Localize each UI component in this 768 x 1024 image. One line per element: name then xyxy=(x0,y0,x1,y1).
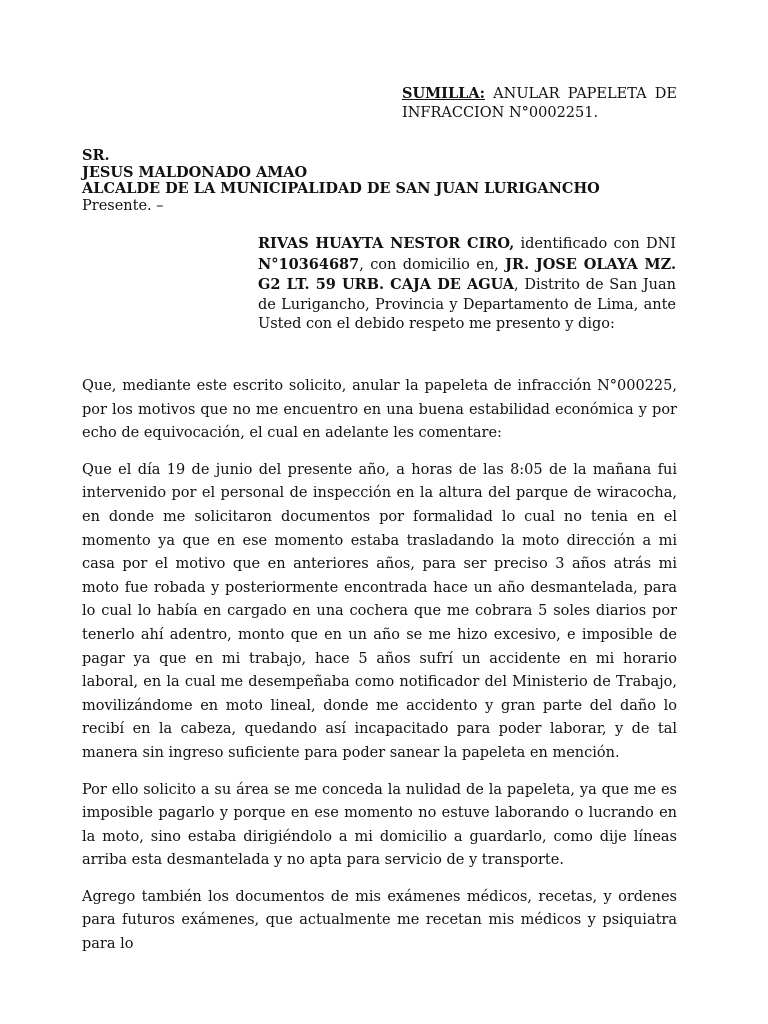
addressee-presente: Presente. – xyxy=(82,197,164,214)
body-paragraph-3: Por ello solicito a su área se me conceda la nulidad de la papeleta, ya que me es imposible pagarlo y porque en ese momento no estuve laborando o lucrando en la moto, sino estaba dirigiéndolo a mi domicilio a guardarlo, como dije líneas arriba esta desmantelada y no apta para servicio de y transporte. xyxy=(82,781,677,869)
intro-text-2: , con domicilio en, xyxy=(359,256,506,273)
addressee-block xyxy=(82,148,600,214)
body-paragraph-4: Agrego también los documentos de mis exámenes médicos, recetas, y ordenes para futuros exámenes, que actualmente me recetan mis médicos y psiquiatra para lo xyxy=(82,888,677,953)
sumilla-block xyxy=(402,84,677,123)
body-paragraph-1: Que, mediante este escrito solicito, anular la papeleta de infracción N°000225, por los motivos que no me encuentro en una buena estabilidad económica y por echo de equivocación, el cual en adelante les comentare: xyxy=(82,378,677,442)
addressee-title: ALCALDE DE LA MUNICIPALIDAD DE SAN JUAN LURIGANCHO xyxy=(82,180,600,197)
petitioner-intro xyxy=(258,234,676,335)
intro-text-3: , Distrito de San Juan de Lurigancho, Provincia y Departamento de Lima, ante Usted con el debido respeto me presento y digo: xyxy=(258,277,677,332)
addressee-salutation: SR. xyxy=(82,147,110,164)
addressee-name: JESUS MALDONADO AMAO xyxy=(82,163,308,181)
petitioner-address: JR. JOSE OLAYA MZ. G2 LT. 59 URB. CAJA DE AGUA xyxy=(258,255,676,293)
intro-text-1: identificado con DNI xyxy=(514,236,676,252)
petitioner-dni: N°10364687 xyxy=(258,255,360,273)
petitioner-name: RIVAS HUAYTA NESTOR CIRO, xyxy=(258,235,515,252)
letter-body xyxy=(82,375,677,970)
sumilla-label: SUMILLA: xyxy=(402,85,485,102)
sumilla-text: ANULAR PAPELETA DE INFRACCION N°0002251. xyxy=(402,86,677,121)
body-paragraph-2: Que el día 19 de junio del presente año, a horas de las 8:05 de la mañana fui intervenido por el personal de inspección en la altura del parque de wiracocha, en donde me solicitaron documentos por formalidad lo cual no tenia en el momento ya que en ese momento estaba trasladando la moto dirección a mi casa por el motivo que en anteriores años, para ser preciso 3 años atrás mi moto fue robada y posteriormente encontrada hace un año desmantelada, para lo cual lo había en cargado en una cochera que me cobrara 5 soles diarios por tenerlo ahí adentro, monto que en un año se me hizo excesivo, e imposible de pagar ya que en mi trabajo, hace 5 años sufrí un accidente en mi horario laboral, en la cual me desempeñaba como notificador del Ministerio de Trabajo, movilizándome en moto lineal, donde me accidento y gran parte del daño lo recibí en la cabeza, quedando así incapacitado para poder laborar, y de tal manera sin ingreso suficiente para poder sanear la papeleta en mención. xyxy=(82,461,677,761)
